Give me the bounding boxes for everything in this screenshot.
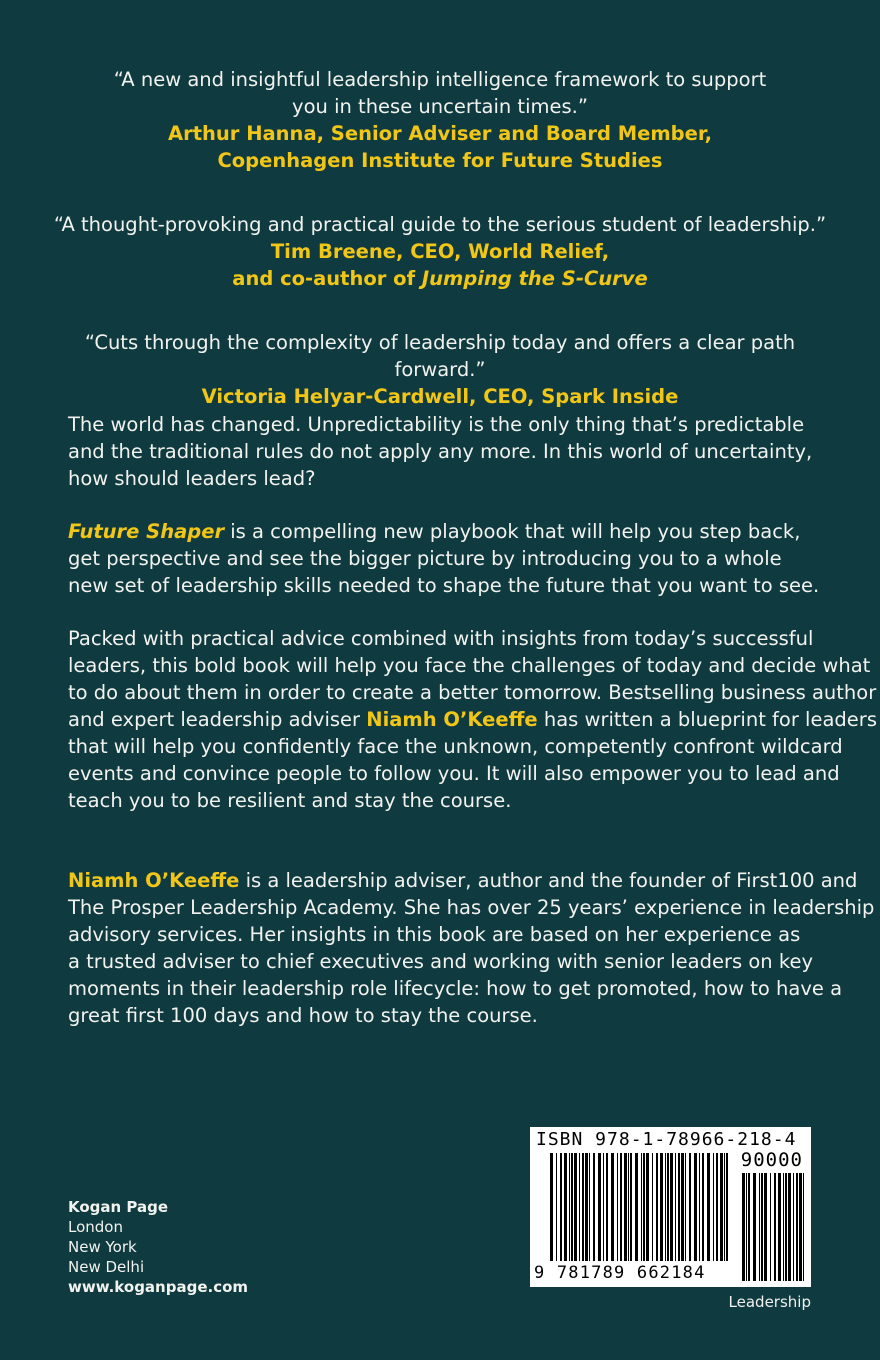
publisher-city: New Delhi [68, 1258, 145, 1276]
endorsements [40, 66, 840, 435]
text-line [68, 518, 828, 545]
barcode-bar [742, 1173, 745, 1281]
author-name: Niamh O’Keeffe [68, 869, 240, 892]
book-title: Jumping the S-Curve [421, 267, 648, 290]
text-line [68, 867, 858, 894]
barcode-bar [764, 1173, 767, 1281]
barcode-bar [720, 1153, 723, 1261]
book-category: Leadership [728, 1293, 811, 1311]
barcode-bar [582, 1153, 584, 1261]
text-fragment: and expert leadership adviser [68, 708, 367, 731]
barcode-bar [656, 1153, 658, 1261]
text-line: Packed with practical advice combined with insights from today’s successful [68, 627, 814, 650]
barcode-bar [694, 1153, 697, 1261]
bio-paragraph [68, 867, 875, 1029]
publisher-city: London [68, 1218, 123, 1236]
barcode-bar [620, 1153, 622, 1261]
description-paragraph-2 [68, 518, 828, 599]
barcode-bar [702, 1153, 704, 1261]
text-line: that will help you confidently face the unknown, competently confront wildcard [68, 735, 843, 758]
barcode-bar [796, 1173, 798, 1281]
quote-attribution: Arthur Hanna, Senior Adviser and Board Member, [168, 122, 712, 145]
barcode-bar [724, 1153, 725, 1261]
barcode-bar [770, 1173, 771, 1281]
text-line [68, 706, 877, 733]
barcode-bar [617, 1153, 618, 1261]
barcode-bar [707, 1153, 710, 1261]
barcode-bar [665, 1153, 666, 1261]
book-title: Future Shaper [68, 520, 225, 543]
barcode-bar [556, 1153, 557, 1261]
quote-attribution: Copenhagen Institute for Future Studies [217, 149, 663, 172]
barcode-bar [713, 1153, 714, 1261]
quote-text: you in these uncertain times.” [292, 95, 588, 118]
text-line: moments in their leadership role lifecycle: how to get promoted, how to have a [68, 977, 843, 1000]
author-name: Niamh O’Keeffe [366, 708, 538, 731]
text-fragment: has written a blueprint for leaders [537, 708, 877, 731]
text-line: get perspective and see the bigger picture by introducing you to a whole [68, 547, 782, 570]
barcode-bar [598, 1153, 601, 1261]
barcode-bar [681, 1153, 684, 1261]
barcode-bar [646, 1153, 649, 1261]
barcode-bar [569, 1153, 570, 1261]
barcode-bar [611, 1153, 614, 1261]
text-line: great first 100 days and how to stay the course. [68, 1004, 538, 1027]
publisher-url: www.koganpage.com [68, 1278, 249, 1296]
text-line: and the traditional rules do not apply any more. In this world of uncertainty, [68, 440, 813, 463]
barcode-bar [759, 1173, 760, 1281]
text-line: leaders, this bold book will help you face the challenges of today and decide what [68, 654, 871, 677]
quote-text: “A thought-provoking and practical guide to the serious student of leadership.” [53, 213, 827, 236]
quote-text: “A new and insightful leadership intelligence framework to support [113, 68, 767, 91]
quote-attribution: Victoria Helyar-Cardwell, CEO, Spark Inside [201, 385, 679, 408]
barcode-bar [778, 1173, 781, 1281]
barcode-bar [685, 1153, 686, 1261]
barcode-bar [803, 1173, 804, 1281]
barcode-bar [589, 1153, 590, 1261]
barcode-bar [593, 1153, 595, 1261]
barcode-bar [699, 1153, 700, 1261]
barcode-bar [643, 1153, 645, 1261]
barcode-bar [628, 1153, 629, 1261]
text-fragment: is a leadership adviser, author and the founder of First100 and [239, 869, 858, 892]
barcode-bar [667, 1153, 669, 1261]
barcode-bar [761, 1173, 763, 1281]
barcode-bar [774, 1173, 776, 1281]
text-line: how should leaders lead? [68, 467, 316, 490]
isbn-barcode [530, 1127, 811, 1287]
barcode-bar [603, 1153, 604, 1261]
barcode-bar [574, 1153, 577, 1261]
barcode-bar [564, 1153, 567, 1261]
text-line: The Prosper Leadership Academy. She has over 25 years’ experience in leadership [68, 896, 875, 919]
attribution-prefix: and co-author of [232, 267, 422, 290]
barcode-bar [788, 1173, 791, 1281]
barcode-bar [635, 1153, 638, 1261]
endorsement-2 [40, 211, 840, 292]
barcode-bar [560, 1153, 562, 1261]
text-line: The world has changed. Unpredictability is the only thing that’s predictable [68, 413, 805, 436]
barcode-bar [689, 1153, 691, 1261]
endorsement-1 [40, 66, 840, 174]
quote-attribution [40, 265, 840, 292]
barcode-bar [783, 1173, 784, 1281]
endorsement-3 [40, 329, 840, 410]
barcode-bar [716, 1153, 718, 1261]
publisher-info [68, 1197, 248, 1297]
barcode-bar [550, 1153, 553, 1261]
price-code: 90000 [740, 1149, 803, 1171]
text-line: advisory services. Her insights in this book are based on her experience as [68, 923, 801, 946]
barcode-bar [585, 1153, 588, 1261]
book-description [68, 411, 877, 840]
text-line: events and convince people to follow you. It will also empower you to lead and [68, 762, 840, 785]
author-bio [68, 867, 875, 1055]
quote-text: “Cuts through the complexity of leadership today and offers a clear path forward.” [84, 331, 796, 381]
barcode-bar [726, 1153, 728, 1261]
barcode-bar [606, 1153, 608, 1261]
barcode-bar [630, 1153, 632, 1261]
text-line: teach you to be resilient and stay the course. [68, 789, 512, 812]
ean-number: 9 781789 662184 [534, 1263, 706, 1283]
publisher-name: Kogan Page [68, 1198, 169, 1216]
text-line: new set of leadership skills needed to shape the future that you want to see. [68, 574, 820, 597]
barcode-bar [785, 1173, 787, 1281]
barcode-bar [793, 1173, 794, 1281]
text-fragment: is a compelling new playbook that will help you step back, [224, 520, 801, 543]
barcode-bar [746, 1173, 747, 1281]
barcode-bar [675, 1153, 676, 1261]
barcode-bar [641, 1153, 642, 1261]
description-paragraph-1 [68, 411, 828, 492]
barcode-bar [799, 1173, 802, 1281]
publisher-city: New York [68, 1238, 137, 1256]
description-paragraph-3 [68, 625, 877, 814]
quote-attribution: Tim Breene, CEO, World Relief, [270, 240, 610, 263]
barcode-bar [652, 1153, 653, 1261]
barcode-bar [579, 1153, 580, 1261]
barcode-bar [748, 1173, 750, 1281]
barcode-bar [571, 1153, 573, 1261]
barcode-bar [660, 1153, 663, 1261]
text-line: a trusted adviser to chief executives and working with senior leaders on key [68, 950, 813, 973]
barcode-bar [624, 1153, 627, 1261]
barcode-bar [678, 1153, 680, 1261]
barcode-bar [670, 1153, 673, 1261]
isbn-label: ISBN 978-1-78966-218-4 [536, 1129, 797, 1150]
text-line: to do about them in order to create a better tomorrow. Bestselling business author [68, 681, 877, 704]
barcode-bar [753, 1173, 756, 1281]
